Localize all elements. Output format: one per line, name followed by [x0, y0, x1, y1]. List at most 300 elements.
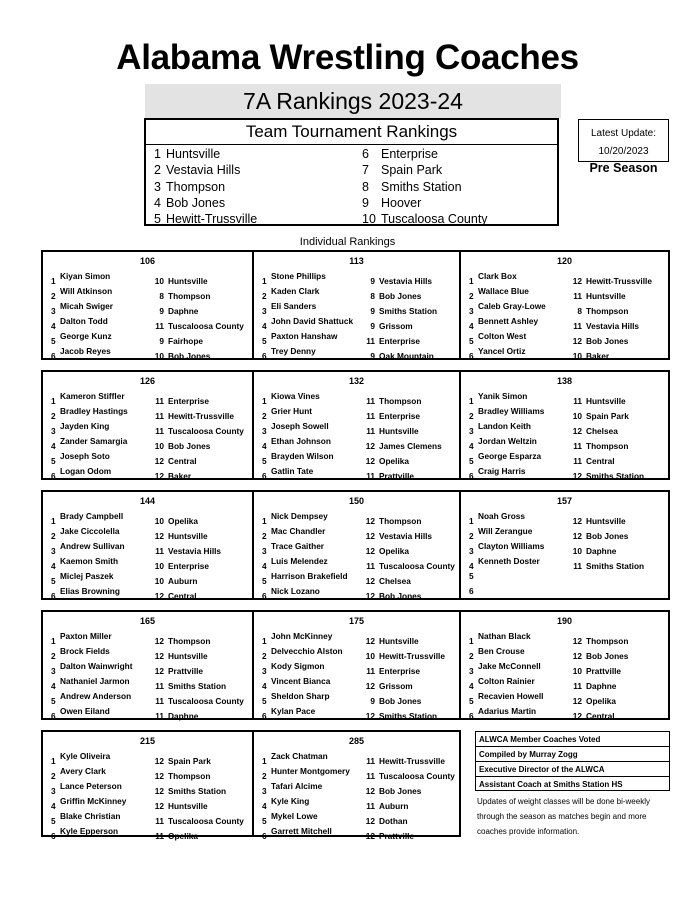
team-rank: 7: [362, 163, 369, 178]
wrestler-school: Bob Jones: [168, 351, 211, 361]
wrestler-rank: 1: [262, 516, 267, 526]
wrestler-row: [51, 809, 252, 824]
wrestler-rank: 5: [469, 456, 474, 466]
wrestler-grade: 11: [573, 681, 582, 691]
wrestler-row: [469, 509, 668, 524]
team-name: Enterprise: [381, 147, 438, 161]
wrestler-rank: 6: [262, 591, 267, 601]
wrestler-school: James Clemens: [379, 441, 442, 451]
wrestler-school: Opelika: [168, 516, 198, 526]
wrestler-rank: 1: [262, 276, 267, 286]
wrestler-rank: 1: [262, 636, 267, 646]
wrestler-name: Grier Hunt: [271, 406, 313, 416]
wrestler-row: [51, 659, 252, 674]
wrestler-row: [469, 404, 668, 419]
wrestler-row: [262, 824, 459, 839]
wrestler-row: [469, 554, 668, 569]
wrestler-rank: 1: [51, 756, 56, 766]
wrestler-row: [469, 704, 668, 719]
page-title: Alabama Wrestling Coaches: [116, 38, 579, 77]
wrestler-name: Recavien Howell: [478, 691, 544, 701]
wrestler-row: [262, 419, 459, 434]
wrestler-school: Huntsville: [379, 426, 419, 436]
wrestler-row: [51, 389, 252, 404]
team-ranking-row: [362, 195, 488, 211]
weight-class-column: [43, 252, 252, 361]
wrestler-grade: 11: [366, 801, 375, 811]
wrestler-row: [51, 689, 252, 704]
wrestler-rank: 2: [51, 291, 56, 301]
team-name: Spain Park: [381, 163, 443, 178]
wrestler-row: [469, 644, 668, 659]
wrestler-grade: 12: [572, 696, 582, 706]
wrestler-grade: 11: [366, 756, 375, 766]
wrestler-name: Andrew Sullivan: [60, 541, 125, 551]
wrestler-row: [262, 749, 459, 764]
wrestler-school: Thompson: [168, 291, 211, 301]
team-rank: 2: [154, 163, 161, 178]
wrestler-name: Luis Melendez: [271, 556, 328, 566]
wrestler-name: Bennett Ashley: [478, 316, 539, 326]
weight-class-column: [459, 252, 668, 361]
wrestler-grade: 11: [366, 561, 375, 571]
wrestler-school: Baker: [168, 471, 192, 481]
wrestler-name: Bradley Hastings: [60, 406, 128, 416]
wrestler-rank: 3: [469, 306, 474, 316]
wrestler-name: Andrew Anderson: [60, 691, 132, 701]
wrestler-grade: 11: [155, 711, 164, 721]
wrestler-list: [43, 509, 252, 599]
weight-class-label: 190: [556, 616, 573, 626]
wrestler-grade: 12: [572, 276, 582, 286]
weight-class-label: 215: [139, 736, 156, 746]
wrestler-rank: 6: [262, 831, 267, 841]
wrestler-grade: 11: [155, 411, 164, 421]
wrestler-row: [262, 299, 459, 314]
weight-class-column: [43, 492, 252, 601]
weight-class-column: [459, 372, 668, 481]
wrestler-grade: 12: [572, 711, 582, 721]
wrestler-name: Vincent Bianca: [271, 676, 331, 686]
wrestler-row: [262, 674, 459, 689]
wrestler-rank: 2: [262, 531, 267, 541]
wrestler-name: Wallace Blue: [478, 286, 529, 296]
weight-class-label: 165: [139, 616, 156, 626]
wrestler-list: [43, 389, 252, 479]
wrestler-name: Logan Odom: [60, 466, 112, 476]
team-rank: 9: [362, 195, 369, 210]
wrestler-school: Prattville: [379, 471, 415, 481]
wrestler-grade: 12: [154, 531, 164, 541]
wrestler-row: [469, 539, 668, 554]
wrestler-name: Colton Rainier: [478, 676, 535, 686]
wrestler-row: [262, 344, 459, 359]
wrestler-name: Mac Chandler: [271, 526, 326, 536]
wrestler-name: Colton West: [478, 331, 527, 341]
weight-class-label: 126: [139, 376, 156, 386]
wrestler-grade: 10: [154, 351, 164, 361]
info-line: Assistant Coach at Smiths Station HS: [475, 776, 670, 791]
wrestler-name: Clark Box: [478, 271, 517, 281]
weight-class-label: 150: [348, 496, 365, 506]
wrestler-rank: 5: [262, 456, 267, 466]
weight-class-column: [43, 612, 252, 721]
update-note-line: coaches provide information.: [477, 827, 580, 836]
wrestler-rank: 2: [51, 771, 56, 781]
wrestler-rank: 5: [51, 816, 56, 826]
wrestler-rank: 3: [469, 546, 474, 556]
wrestler-grade: 12: [154, 666, 164, 676]
wrestler-rank: 2: [469, 531, 474, 541]
wrestler-grade: 12: [154, 756, 164, 766]
wrestler-grade: 12: [572, 426, 582, 436]
wrestler-grade: 9: [370, 351, 375, 361]
team-ranking-row: [154, 146, 257, 162]
wrestler-name: Craig Harris: [478, 466, 526, 476]
wrestler-row: [262, 389, 459, 404]
wrestler-grade: 12: [365, 456, 375, 466]
wrestler-grade: 10: [154, 576, 164, 586]
wrestler-list: [254, 269, 459, 359]
wrestler-grade: 9: [370, 276, 375, 286]
wrestler-list: [254, 389, 459, 479]
wrestler-row: [262, 764, 459, 779]
wrestler-grade: 11: [573, 321, 582, 331]
wrestler-school: Bob Jones: [379, 591, 422, 601]
wrestler-rank: 2: [469, 411, 474, 421]
team-name: Vestavia Hills: [166, 163, 241, 178]
wrestler-school: Thompson: [168, 771, 211, 781]
wrestler-grade: 12: [365, 591, 375, 601]
wrestler-row: [51, 569, 252, 584]
wrestler-school: Prattville: [168, 666, 204, 676]
wrestler-school: Enterprise: [168, 396, 210, 406]
wrestler-name: John McKinney: [271, 631, 333, 641]
wrestler-rank: 4: [469, 681, 474, 691]
wrestler-grade: 12: [572, 336, 582, 346]
wrestler-row: [469, 629, 668, 644]
team-rank: 3: [154, 179, 161, 194]
wrestler-grade: 11: [573, 396, 582, 406]
weight-class-column: [252, 492, 459, 601]
wrestler-row: [51, 629, 252, 644]
weight-class-column: [252, 252, 459, 361]
wrestler-row: [51, 644, 252, 659]
team-rank: 8: [362, 179, 369, 194]
wrestler-rank: 5: [262, 696, 267, 706]
wrestler-grade: 9: [370, 321, 375, 331]
wrestler-school: Tuscaloosa County: [379, 561, 455, 571]
team-name: Hoover: [381, 195, 422, 210]
wrestler-grade: 10: [572, 546, 582, 556]
wrestler-grade: 10: [154, 276, 164, 286]
wrestler-rank: 1: [262, 756, 267, 766]
team-ranking-row: [154, 162, 257, 178]
wrestler-name: Trace Gaither: [271, 541, 325, 551]
wrestler-school: Auburn: [168, 576, 198, 586]
wrestler-rank: 4: [262, 321, 267, 331]
wrestler-name: Kiyan Simon: [60, 271, 111, 281]
wrestler-grade: 12: [154, 786, 164, 796]
wrestler-school: Bob Jones: [586, 651, 629, 661]
wrestler-rank: 3: [262, 666, 267, 676]
wrestler-rank: 3: [51, 306, 56, 316]
wrestler-grade: 10: [154, 561, 164, 571]
wrestler-rank: 5: [51, 456, 56, 466]
weight-block: [41, 610, 670, 720]
wrestler-name: Kiowa Vines: [271, 391, 320, 401]
wrestler-name: Mykel Lowe: [271, 811, 318, 821]
wrestler-rank: 3: [262, 306, 267, 316]
wrestler-row: [51, 284, 252, 299]
wrestler-rank: 4: [262, 441, 267, 451]
wrestler-row: [262, 689, 459, 704]
wrestler-name: Zander Samargia: [60, 436, 128, 446]
wrestler-grade: 12: [154, 801, 164, 811]
weight-block: [41, 490, 670, 600]
wrestler-grade: 12: [154, 771, 164, 781]
wrestler-grade: 10: [572, 411, 582, 421]
team-name: Smiths Station: [381, 179, 462, 194]
info-line: Executive Director of the ALWCA: [475, 761, 670, 776]
latest-update-label: Latest Update:: [590, 128, 657, 139]
weight-class-column: [252, 372, 459, 481]
wrestler-row: [469, 584, 668, 599]
wrestler-row: [262, 464, 459, 479]
wrestler-row: [51, 269, 252, 284]
wrestler-list: [254, 749, 459, 839]
wrestler-grade: 12: [365, 816, 375, 826]
wrestler-grade: 12: [572, 651, 582, 661]
wrestler-grade: 10: [572, 666, 582, 676]
wrestler-grade: 10: [154, 516, 164, 526]
wrestler-name: Avery Clark: [60, 766, 106, 776]
wrestler-grade: 11: [366, 396, 375, 406]
wrestler-rank: 3: [262, 426, 267, 436]
wrestler-rank: 2: [262, 291, 267, 301]
wrestler-rank: 6: [262, 711, 267, 721]
subtitle-banner: 7A Rankings 2023-24: [145, 84, 561, 118]
wrestler-row: [262, 809, 459, 824]
wrestler-name: Kaden Clark: [271, 286, 320, 296]
wrestler-rank: 4: [51, 321, 56, 331]
wrestler-row: [469, 434, 668, 449]
wrestler-name: Will Atkinson: [60, 286, 113, 296]
wrestler-grade: 9: [159, 336, 164, 346]
wrestler-row: [469, 344, 668, 359]
wrestler-row: [469, 314, 668, 329]
wrestler-grade: 12: [365, 681, 375, 691]
wrestler-school: Bob Jones: [379, 696, 422, 706]
wrestler-rank: 3: [51, 426, 56, 436]
wrestler-list: [43, 629, 252, 719]
wrestler-name: Harrison Brakefield: [271, 571, 348, 581]
wrestler-list: [254, 629, 459, 719]
wrestler-rank: 6: [51, 831, 56, 841]
wrestler-row: [469, 389, 668, 404]
wrestler-school: Tuscaloosa County: [168, 816, 244, 826]
wrestler-grade: 11: [573, 561, 582, 571]
wrestler-row: [469, 464, 668, 479]
wrestler-rank: 2: [469, 291, 474, 301]
wrestler-school: Vestavia Hills: [586, 321, 640, 331]
wrestler-list: [461, 269, 668, 359]
wrestler-name: Garrett Mitchell: [271, 826, 332, 836]
wrestler-name: Nathaniel Jarmon: [60, 676, 130, 686]
wrestler-school: Tuscaloosa County: [168, 426, 244, 436]
wrestler-school: Smiths Station: [168, 681, 227, 691]
wrestler-grade: 11: [155, 321, 164, 331]
wrestler-grade: 11: [366, 426, 375, 436]
wrestler-rank: 3: [262, 786, 267, 796]
wrestler-row: [51, 764, 252, 779]
wrestler-name: Jayden King: [60, 421, 110, 431]
wrestler-name: John David Shattuck: [271, 316, 354, 326]
wrestler-name: Stone Phillips: [271, 271, 326, 281]
wrestler-grade: 12: [365, 786, 375, 796]
weight-class-label: 285: [348, 736, 365, 746]
wrestler-rank: 1: [51, 516, 56, 526]
wrestler-name: Dalton Wainwright: [60, 661, 133, 671]
team-ranking-row: [362, 146, 488, 162]
wrestler-grade: 12: [365, 576, 375, 586]
wrestler-row: [262, 554, 459, 569]
wrestler-name: Nick Dempsey: [271, 511, 328, 521]
weight-class-label: 113: [349, 256, 364, 266]
wrestler-grade: 11: [155, 546, 164, 556]
wrestler-rank: 6: [51, 351, 56, 361]
wrestler-grade: 12: [154, 636, 164, 646]
wrestler-grade: 10: [154, 441, 164, 451]
wrestler-row: [469, 299, 668, 314]
wrestler-name: Jacob Reyes: [60, 346, 111, 356]
wrestler-school: Thompson: [379, 396, 422, 406]
wrestler-school: Smiths Station: [586, 471, 645, 481]
wrestler-grade: 12: [365, 636, 375, 646]
wrestler-name: Paxton Miller: [60, 631, 112, 641]
season-status: Pre Season: [589, 161, 658, 175]
wrestler-school: Thompson: [379, 516, 422, 526]
wrestler-rank: 6: [469, 586, 474, 596]
wrestler-name: Jordan Weltzin: [478, 436, 537, 446]
wrestler-grade: 11: [366, 666, 375, 676]
wrestler-school: Huntsville: [586, 291, 626, 301]
wrestler-row: [51, 344, 252, 359]
wrestler-name: Jake McConnell: [478, 661, 541, 671]
wrestler-rank: 4: [51, 801, 56, 811]
wrestler-rank: 4: [262, 681, 267, 691]
wrestler-rank: 3: [51, 666, 56, 676]
wrestler-rank: 2: [262, 651, 267, 661]
wrestler-school: Bob Jones: [379, 786, 422, 796]
wrestler-school: Daphne: [586, 681, 617, 691]
team-rank: 10: [362, 212, 376, 227]
team-rank: 4: [154, 195, 161, 210]
wrestler-grade: 12: [572, 516, 582, 526]
weight-class-label: 138: [556, 376, 573, 386]
wrestler-name: Kyle Oliveira: [60, 751, 111, 761]
team-rank: 5: [154, 212, 161, 227]
wrestler-row: [262, 404, 459, 419]
wrestler-rank: 2: [469, 651, 474, 661]
wrestler-school: Tuscaloosa County: [168, 696, 244, 706]
wrestler-name: Elias Browning: [60, 586, 120, 596]
team-ranking-row: [154, 179, 257, 195]
wrestler-name: Sheldon Sharp: [271, 691, 330, 701]
wrestler-row: [262, 629, 459, 644]
wrestler-rank: 1: [469, 636, 474, 646]
wrestler-name: Adarius Martin: [478, 706, 537, 716]
update-note-line: through the season as matches begin and more: [477, 812, 647, 821]
wrestler-row: [262, 434, 459, 449]
wrestler-grade: 11: [155, 681, 164, 691]
wrestler-rank: 1: [51, 276, 56, 286]
wrestler-grade: 12: [365, 516, 375, 526]
wrestler-rank: 6: [51, 471, 56, 481]
wrestler-name: Kyle King: [271, 796, 310, 806]
wrestler-name: Yancel Ortiz: [478, 346, 526, 356]
wrestler-name: Noah Gross: [478, 511, 526, 521]
wrestler-name: Nick Lozano: [271, 586, 320, 596]
wrestler-row: [51, 749, 252, 764]
wrestler-row: [51, 404, 252, 419]
wrestler-rank: 5: [51, 696, 56, 706]
wrestler-school: Hewitt-Trussville: [379, 651, 445, 661]
wrestler-school: Smiths Station: [586, 561, 645, 571]
wrestler-name: George Kunz: [60, 331, 112, 341]
wrestler-row: [51, 449, 252, 464]
weight-class-column: [252, 612, 459, 721]
wrestler-grade: 11: [155, 696, 164, 706]
wrestler-grade: 11: [366, 771, 375, 781]
wrestler-school: Huntsville: [168, 276, 208, 286]
wrestler-school: Huntsville: [168, 801, 208, 811]
wrestler-rank: 4: [262, 561, 267, 571]
wrestler-grade: 11: [366, 471, 375, 481]
wrestler-school: Daphne: [586, 546, 617, 556]
wrestler-school: Thompson: [586, 636, 629, 646]
wrestler-school: Chelsea: [379, 576, 411, 586]
info-box: [475, 731, 670, 839]
wrestler-rank: 4: [51, 681, 56, 691]
wrestler-grade: 12: [365, 441, 375, 451]
wrestler-grade: 8: [370, 291, 375, 301]
wrestler-school: Grissom: [379, 681, 413, 691]
wrestler-school: Bob Jones: [586, 531, 629, 541]
wrestler-row: [262, 644, 459, 659]
wrestler-rank: 3: [51, 546, 56, 556]
wrestler-grade: 12: [365, 711, 375, 721]
wrestler-grade: 12: [154, 591, 164, 601]
wrestler-row: [51, 554, 252, 569]
wrestler-school: Thompson: [586, 306, 629, 316]
wrestler-grade: 8: [577, 306, 582, 316]
weight-class-label: 120: [556, 256, 573, 266]
wrestler-row: [262, 584, 459, 599]
wrestler-school: Daphne: [168, 306, 199, 316]
wrestler-school: Vestavia Hills: [168, 546, 222, 556]
wrestler-school: Enterprise: [168, 561, 210, 571]
wrestler-rank: 6: [469, 711, 474, 721]
wrestler-school: Bob Jones: [586, 336, 629, 346]
wrestler-name: Will Zerangue: [478, 526, 533, 536]
wrestler-school: Thompson: [168, 636, 211, 646]
wrestler-grade: 9: [370, 696, 375, 706]
wrestler-rank: 5: [51, 576, 56, 586]
wrestler-school: Central: [586, 711, 615, 721]
wrestler-list: [461, 389, 668, 479]
team-ranking-row: [362, 179, 488, 195]
